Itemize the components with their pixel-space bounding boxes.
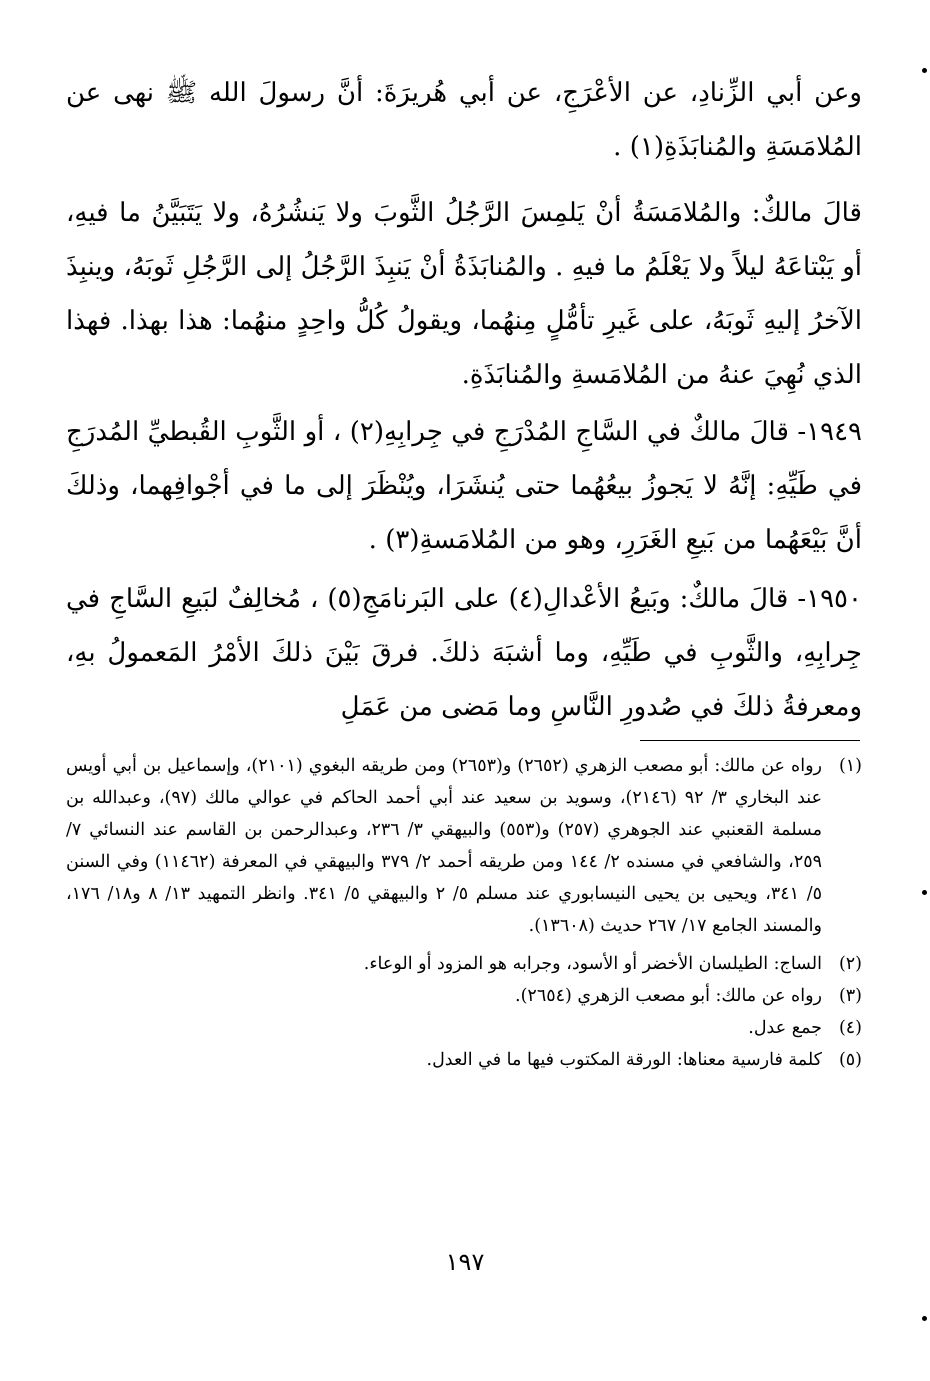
- footnote-text: الساج: الطيلسان الأخضر أو الأسود، وجرابه هو المزود أو الوعاء.: [363, 954, 822, 974]
- body-paragraph-intro: [66, 66, 862, 174]
- paragraph-text: ١٩٥٠- قالَ مالكٌ: وبَيعُ الأعْدالِ(٤) على البَرنامَجِ(٥) ، مُخالِفٌ لبَيعِ السَّاجِ في جِرابِهِ، والثَّوبِ في طَيِّهِ، وما أشبَهَ ذلكَ. فرقَ بَيْنَ ذلكَ الأمْرُ المَعمولُ بهِ، ومعرفةُ ذلكَ في صُدورِ النَّاسِ وما مَضى من عَمَلِ: [66, 584, 862, 722]
- footnote-item: [66, 948, 862, 980]
- footnote-item: [66, 980, 862, 1012]
- body-paragraph-1949: [66, 405, 862, 567]
- footnote-separator: [640, 740, 860, 741]
- body-paragraph-malik-commentary: [66, 186, 862, 402]
- paragraph-text: وعن أبي الزِّنادِ، عن الأعْرَجِ، عن أبي هُريرَةَ: أنَّ رسولَ الله ﷺ نهى عن المُلامَسَةِ والمُنابَذَةِ(١) .: [66, 78, 862, 162]
- scan-margin-dot: [922, 68, 927, 73]
- footnotes-section: [66, 750, 862, 1076]
- scan-margin-dot: [922, 1316, 927, 1321]
- footnote-text: كلمة فارسية معناها: الورقة المكتوب فيها ما في العدل.: [426, 1050, 822, 1070]
- footnote-number: (٤): [838, 1018, 862, 1038]
- paragraph-text: قالَ مالكٌ: والمُلامَسَةُ أنْ يَلمِسَ الرَّجُلُ الثَّوبَ ولا يَنشُرُهُ، ولا يَتَبَيَّنُ ما فيهِ، أو يَبْتاعَهُ ليلاً ولا يَعْلَمُ ما فيهِ . والمُنابَذَةُ أنْ يَنبِذَ الرَّجُلُ إلى الرَّجُلِ ثَوبَهُ، وينبِذَ الآخرُ إليهِ ثَوبَهُ، على غَيرِ تأمُّلٍ مِنهُما، ويقولُ كُلُّ واحِدٍ منهُما: هذا بهذا. فهذا الذي نُهِيَ عنهُ من المُلامَسةِ والمُنابَذَةِ.: [66, 198, 862, 390]
- footnote-item: [66, 1012, 862, 1044]
- footnote-item: [66, 1044, 862, 1076]
- scan-margin-dot: [922, 890, 927, 895]
- footnote-number: (٥): [838, 1050, 862, 1070]
- footnote-number: (١): [838, 756, 862, 776]
- footnote-text: جمع عدل.: [748, 1018, 822, 1038]
- footnote-item: [66, 750, 862, 942]
- page-number: ١٩٧: [445, 1248, 485, 1276]
- body-paragraph-1950: [66, 572, 862, 734]
- footnote-number: (٢): [838, 954, 862, 974]
- footnote-text: رواه عن مالك: أبو مصعب الزهري (٢٦٥٤).: [515, 986, 822, 1006]
- paragraph-text: ١٩٤٩- قالَ مالكٌ في السَّاجِ المُدْرَجِ في جِرابِهِ(٢) ، أو الثَّوبِ القُبطيِّ المُدرَجِ في طَيِّهِ: إنَّهُ لا يَجوزُ بيعُهُما حتى يُنشَرَا، ويُنْظَرَ إلى ما في أجْوافِهما، وذلكَ أنَّ بَيْعَهُما من بَيعِ الغَرَرِ، وهو من المُلامَسةِ(٣) .: [66, 417, 862, 555]
- footnote-number: (٣): [838, 986, 862, 1006]
- footnote-text: رواه عن مالك: أبو مصعب الزهري (٢٦٥٢) و(٢٦٥٣) ومن طريقه البغوي (٢١٠١)، وإسماعيل بن أبي أويس عند البخاري ٣/ ٩٢ (٢١٤٦)، وسويد بن سعيد عند أبي أحمد الحاكم في عوالي مالك (٩٧)، وعبدالله بن مسلمة القعنبي عند الجوهري (٢٥٧) و(٥٥٣) والبيهقي ٣/ ٢٣٦، وعبدالرحمن بن القاسم عند النسائي ٧/ ٢٥٩، والشافعي في مسنده ٢/ ١٤٤ ومن طريقه أحمد ٢/ ٣٧٩ والبيهقي في المعرفة (١١٤٦٢) وفي السنن ٥/ ٣٤١، ويحيى بن يحيى النيسابوري عند مسلم ٥/ ٢ والبيهقي ٥/ ٣٤١. وانظر التمهيد ١٣/ ٨ و١٨/ ١٧٦، والمسند الجامع ١٧/ ٢٦٧ حديث (١٣٦٠٨).: [66, 756, 823, 936]
